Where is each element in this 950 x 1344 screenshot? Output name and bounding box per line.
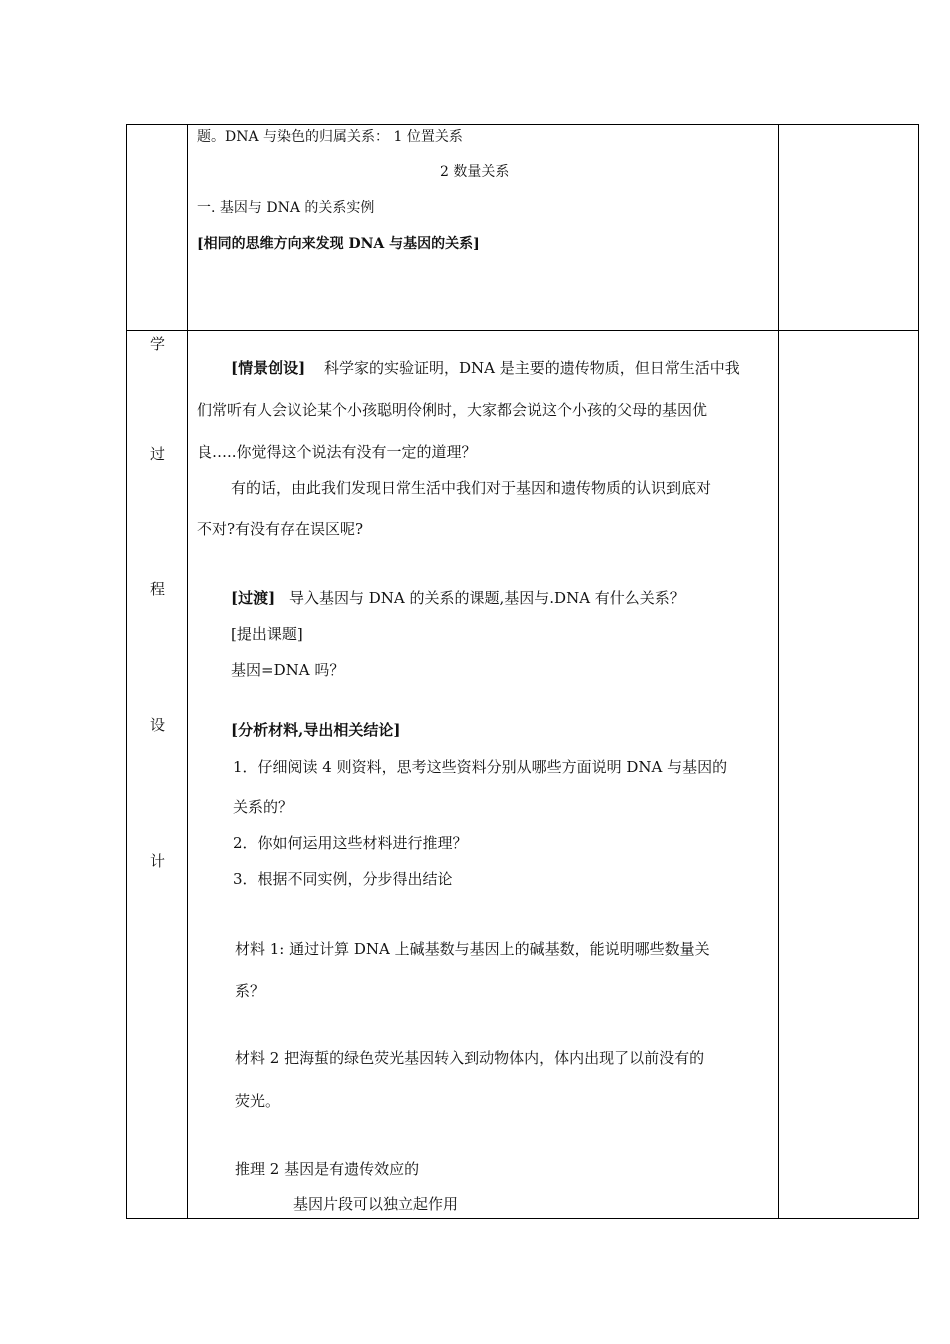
material-1-line2: 系？: [235, 982, 266, 1000]
reflection-line1: 有的话，由此我们发现日常生活中我们对于基因和遗传物质的认识到底对: [231, 479, 712, 497]
transition-tag: [过渡]: [231, 589, 276, 607]
side-label-1: 学: [150, 335, 166, 353]
row1-line2: 2 数量关系: [440, 164, 510, 180]
scenario-line2: 们常听有人会议论某个小孩聪明伶俐时，大家都会说这个小孩的父母的基因优: [197, 401, 708, 419]
side-label-5: 计: [150, 852, 166, 870]
table-border-bottom: [126, 1218, 919, 1219]
table-border-mid: [126, 330, 919, 331]
topic-tag: [提出课题]: [231, 625, 303, 643]
side-label-4: 设: [150, 716, 166, 734]
table-col-divider-2: [778, 124, 779, 1219]
row1-line1: 题。DNA 与染色的归属关系： 1 位置关系: [197, 129, 463, 145]
side-label-2: 过: [150, 445, 166, 463]
analysis-tag: [分析材料,导出相关结论]: [231, 721, 401, 739]
question-2: 2．你如何运用这些材料进行推理？: [233, 834, 468, 852]
material-2-line1: 材料 2 把海蜇的绿色荧光基因转入到动物体内，体内出现了以前没有的: [235, 1049, 705, 1067]
table-col-divider-1: [187, 124, 188, 1219]
question-1-line2: 关系的？: [233, 798, 294, 816]
reasoning-2-line2: 基因片段可以独立起作用: [293, 1195, 459, 1213]
row1-line3: 一. 基因与 DNA 的关系实例: [197, 200, 375, 216]
side-label-3: 程: [150, 580, 166, 598]
transition-text: 导入基因与 DNA 的关系的课题,基因与.DNA 有什么关系？: [289, 589, 685, 607]
reflection-line2: 不对?有没有存在误区呢?: [197, 520, 364, 538]
table-border-top: [126, 124, 919, 125]
material-2-line2: 荧光。: [235, 1092, 281, 1110]
question-3: 3．根据不同实例，分步得出结论: [233, 870, 453, 888]
scenario-line1: 科学家的实验证明，DNA 是主要的遗传物质，但日常生活中我: [324, 359, 740, 377]
table-border-left: [126, 124, 127, 1219]
question-1-line1: 1．仔细阅读 4 则资料，思考这些资料分别从哪些方面说明 DNA 与基因的: [233, 758, 728, 776]
scenario-line3: 良…..你觉得这个说法有没有一定的道理？: [197, 443, 477, 461]
scenario-tag: [情景创设]: [231, 359, 306, 377]
row1-heading: [相同的思维方向来发现 DNA 与基因的关系]: [197, 236, 480, 252]
table-border-right: [918, 124, 919, 1219]
topic-question: 基因=DNA 吗？: [231, 661, 345, 679]
reasoning-2-line1: 推理 2 基因是有遗传效应的: [235, 1160, 420, 1178]
material-1-line1: 材料 1: 通过计算 DNA 上碱基数与基因上的碱基数，能说明哪些数量关: [235, 940, 710, 958]
